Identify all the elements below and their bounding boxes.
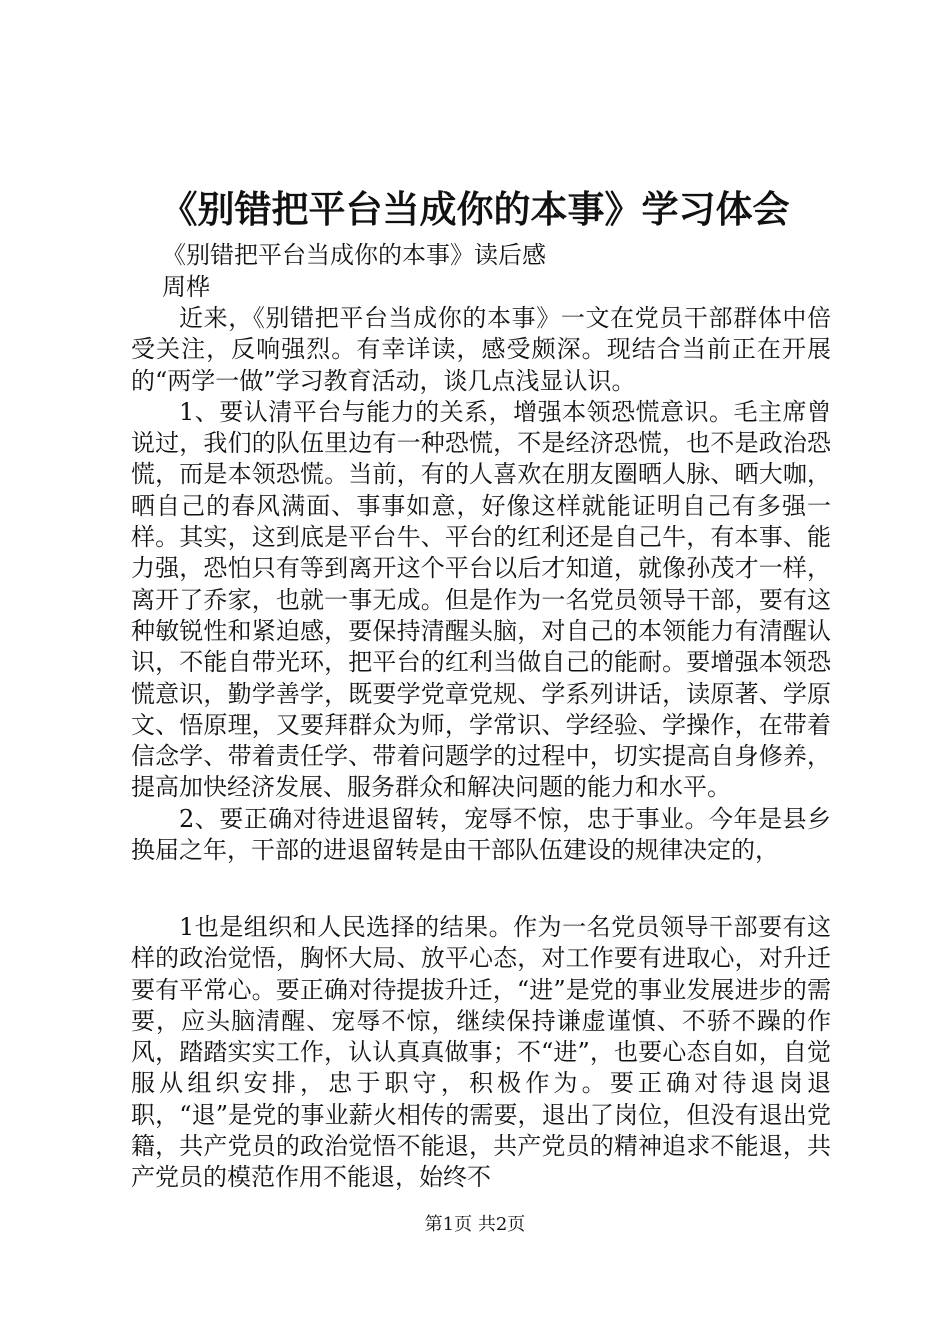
body-paragraph: 2、要正确对待进退留转，宠辱不惊，忠于事业。今年是县乡换届之年，干部的进退留转是由干部队伍建设的规律决定的， [131,804,831,865]
body-section-1 [131,303,831,866]
body-paragraph: 近来，《别错把平台当成你的本事》一文在党员干部群体中倍受关注，反响强烈。有幸详读，感受颇深。现结合当前正在开展的“两学一做”学习教育活动，谈几点浅显认识。 [131,304,831,395]
document-subtitle: 《别错把平台当成你的本事》读后感 [162,241,546,269]
document-author: 周桦 [162,273,210,301]
body-paragraph: 1、要认清平台与能力的关系，增强本领恐慌意识。毛主席曾说过，我们的队伍里边有一种恐慌，不是经济恐慌，也不是政治恐慌，而是本领恐慌。当前，有的人喜欢在朋友圈晒人脉、晒大咖，晒自己的春风满面、事事如意，好像这样就能证明自己有多强一样。其实，这到底是平台牛、平台的红利还是自己牛，有本事、能力强，恐怕只有等到离开这个平台以后才知道，就像孙茂才一样，离开了乔家，也就一事无成。但是作为一名党员领导干部，要有这种敏锐性和紧迫感，要保持清醒头脑，对自己的本领能力有清醒认识，不能自带光环，把平台的红利当做自己的能耐。要增强本领恐慌意识，勤学善学，既要学党章党规、学系列讲话，读原著、学原文、悟原理，又要拜群众为师，学常识、学经验、学操作，在带着信念学、带着责任学、带着问题学的过程中，切实提高自身修养，提高加快经济发展、服务群众和解决问题的能力和水平。 [131,397,831,802]
body-section-2 [131,912,831,1194]
page-footer: 第1页 共2页 [424,1214,526,1235]
document-title: 《别错把平台当成你的本事》学习体会 [160,188,790,231]
body-paragraph: 1也是组织和人民选择的结果。作为一名党员领导干部要有这样的政治觉悟，胸怀大局、放平心态，对工作要有进取心，对升迁要有平常心。要正确对待提拔升迁，“进”是党的事业发展进步的需要，应头脑清醒、宠辱不惊，继续保持谦虚谨慎、不骄不躁的作风，踏踏实实工作，认认真真做事；不“进”，也要心态自如，自觉服从组织安排，忠于职守，积极作为。要正确对待退岗退职，“退”是党的事业薪火相传的需要，退出了岗位，但没有退出党籍，共产党员的政治觉悟不能退，共产党员的精神追求不能退，共产党员的模范作用不能退，始终不 [131,913,831,1192]
